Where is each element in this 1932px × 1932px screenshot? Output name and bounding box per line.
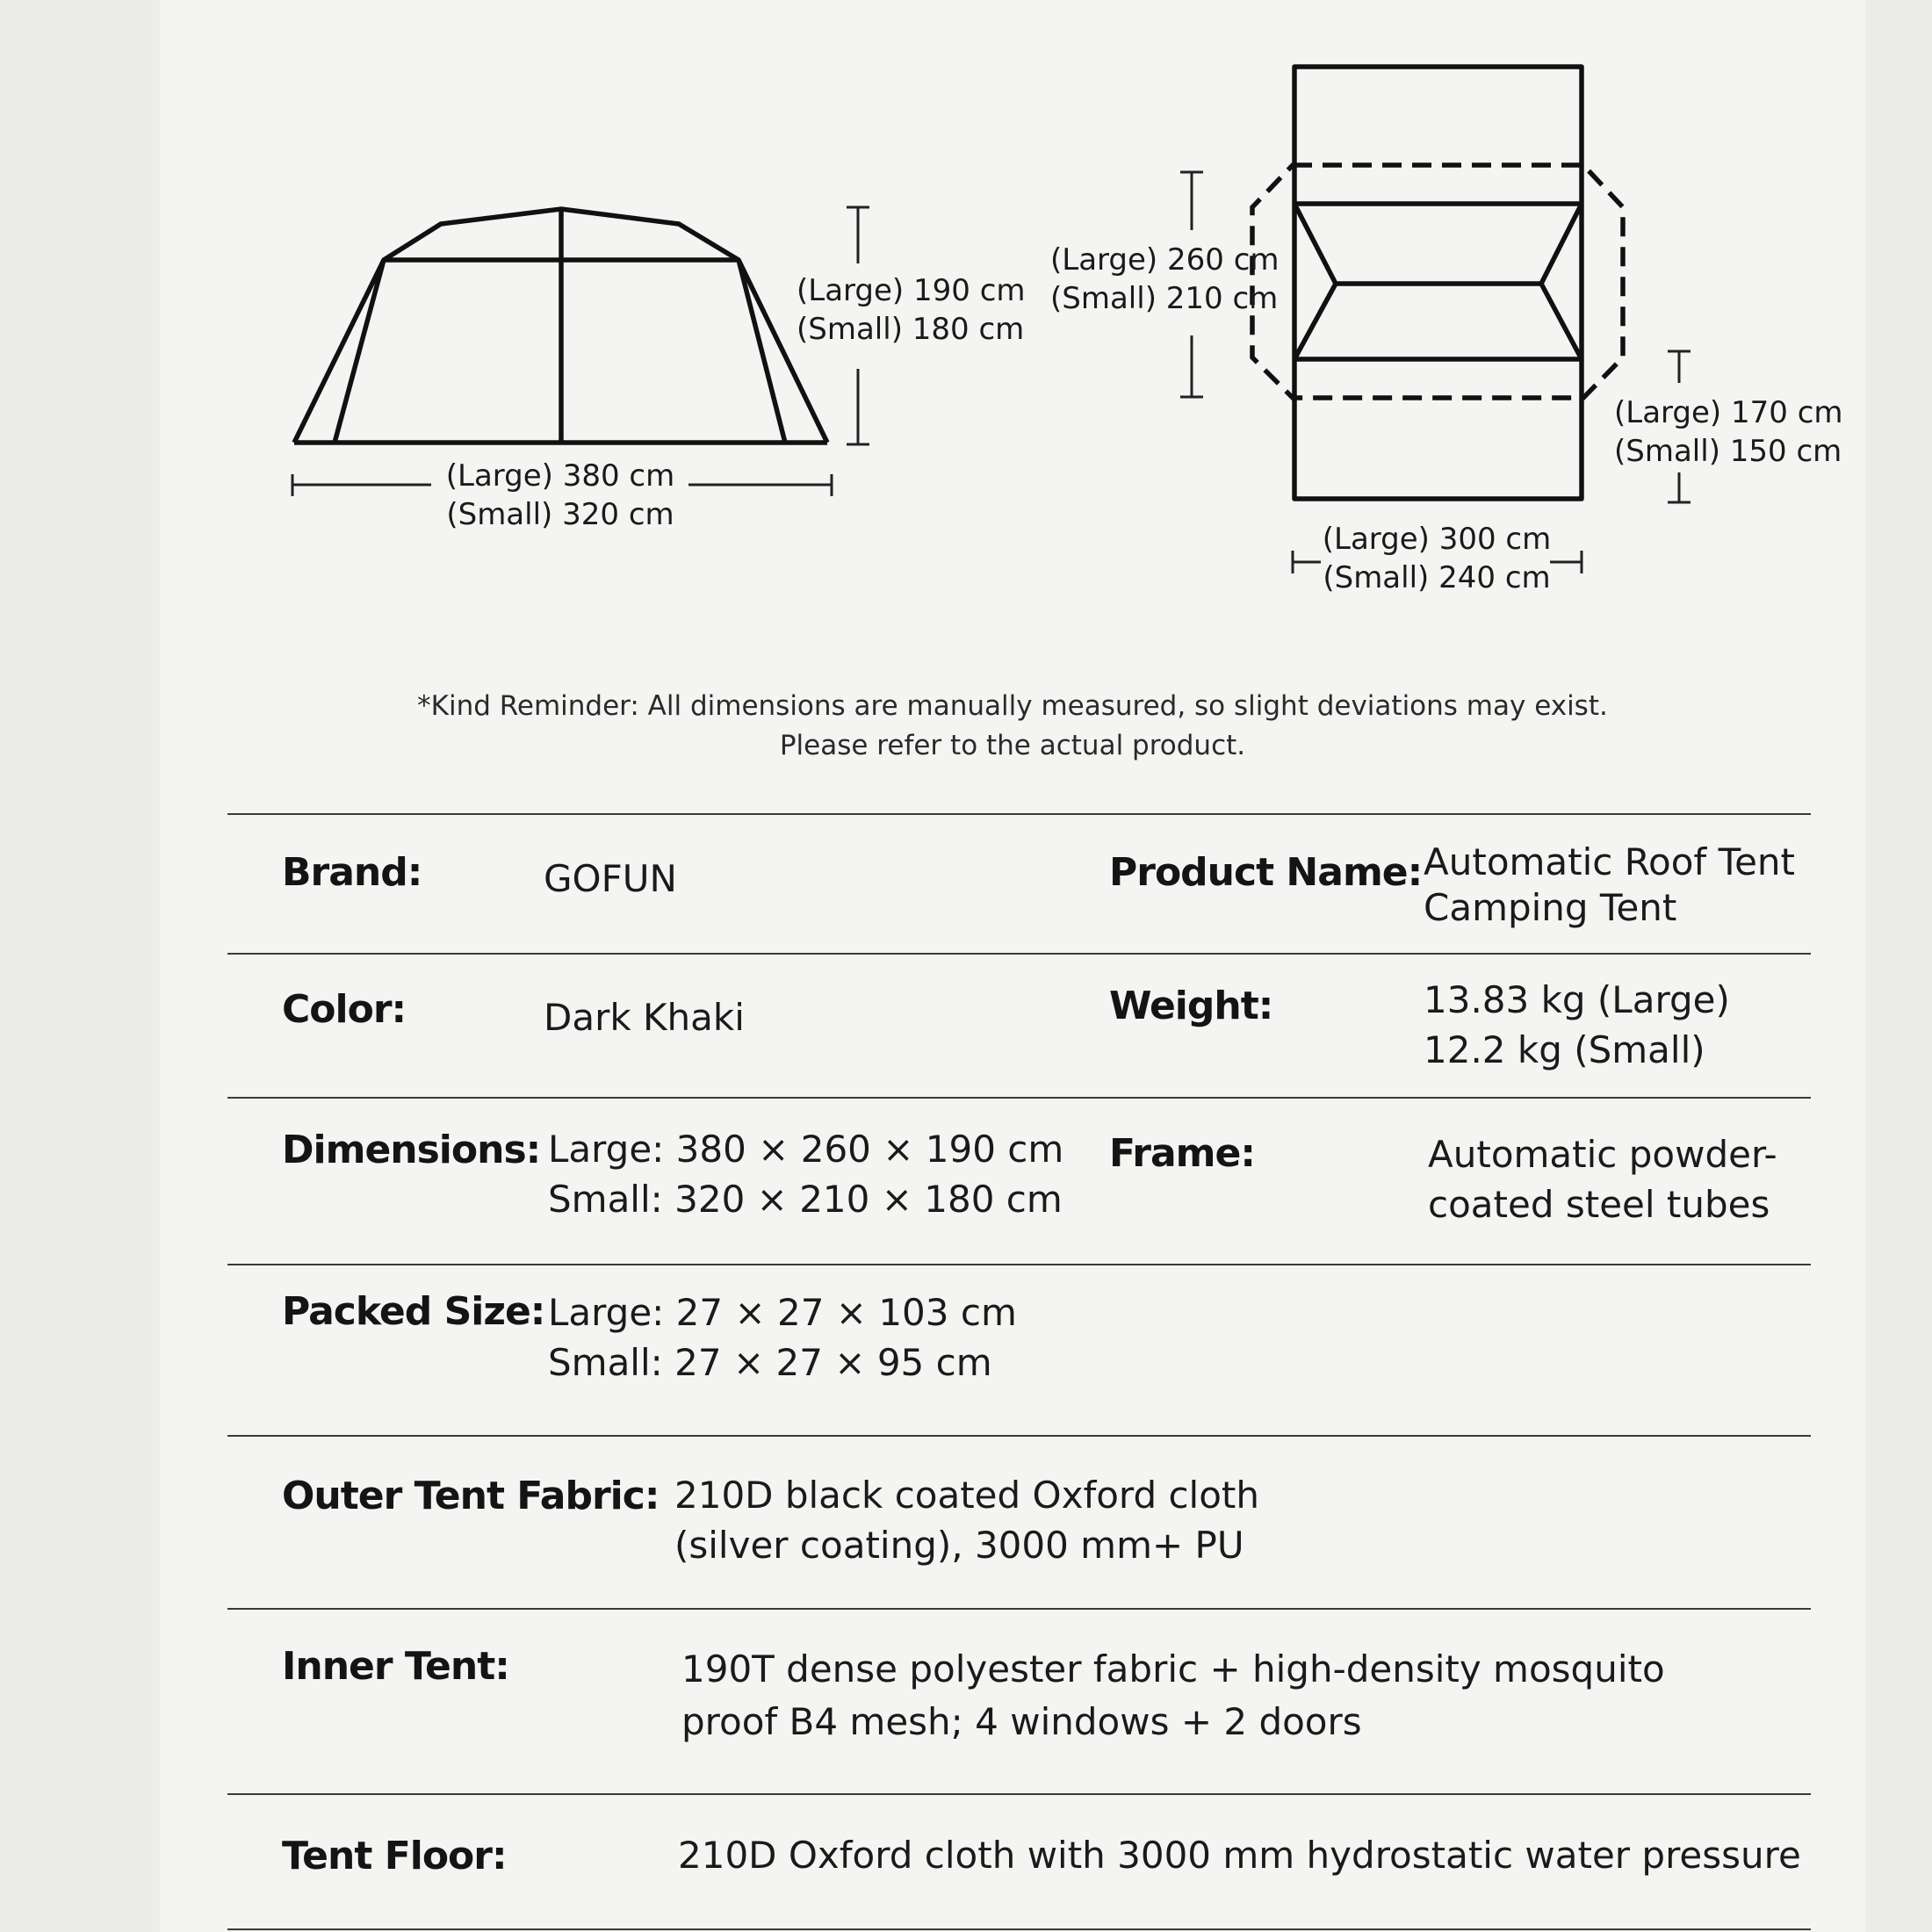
tent-floor-value: 210D Oxford cloth with 3000 mm hydrostatic water pressure: [678, 1834, 1801, 1877]
table-divider: [227, 953, 1811, 955]
color-value: Dark Khaki: [544, 996, 745, 1039]
dimensions-line: Small: 320 × 210 × 180 cm: [548, 1178, 1063, 1221]
tent-floor-label: Tent Floor:: [282, 1834, 507, 1878]
outer-tent-fabric-value: [674, 1470, 1259, 1570]
color-label: Color:: [282, 987, 407, 1032]
table-divider: [227, 1097, 1811, 1099]
tent-dimension-diagrams: [0, 0, 1932, 650]
product-name-label: Product Name:: [1109, 850, 1423, 895]
packed-size-value: [548, 1287, 1017, 1388]
packed-size-line: Large: 27 × 27 × 103 cm: [548, 1291, 1017, 1334]
weight-label: Weight:: [1109, 984, 1273, 1028]
brand-value: GOFUN: [544, 857, 677, 900]
frame-value: [1428, 1129, 1777, 1229]
top-width-large: (Large) 260 cm: [1050, 242, 1280, 278]
side-length-large: (Large) 380 cm: [445, 458, 675, 494]
product-name-line: Automatic Roof Tent: [1424, 840, 1796, 883]
table-divider: [227, 1608, 1811, 1610]
side-length-small: (Small) 320 cm: [446, 497, 674, 532]
weight-value: [1424, 975, 1730, 1075]
packed-size-label: Packed Size:: [282, 1289, 545, 1334]
product-name-value: [1424, 840, 1795, 931]
table-divider: [227, 1928, 1811, 1930]
weight-line: 12.2 kg (Small): [1424, 1028, 1705, 1071]
inner-tent-label: Inner Tent:: [282, 1644, 509, 1689]
table-divider: [227, 813, 1811, 815]
base-large: (Large) 300 cm: [1322, 522, 1552, 557]
annex-large: (Large) 170 cm: [1614, 395, 1843, 430]
product-name-line: Camping Tent: [1424, 886, 1677, 929]
side-height-large: (Large) 190 cm: [797, 273, 1026, 308]
base-small: (Small) 240 cm: [1323, 560, 1551, 595]
side-height-small: (Small) 180 cm: [797, 312, 1025, 347]
inner-tent-line: proof B4 mesh; 4 windows + 2 doors: [681, 1700, 1362, 1743]
reminder-line-1: *Kind Reminder: All dimensions are manually measured, so slight deviations may exist.: [417, 690, 1608, 722]
table-divider: [227, 1264, 1811, 1265]
top-view-diagram: [1294, 67, 1582, 499]
outer-tent-fabric-label: Outer Tent Fabric:: [282, 1474, 660, 1518]
table-divider: [227, 1793, 1811, 1795]
side-view-diagram: [294, 209, 827, 443]
outer-fabric-line: (silver coating), 3000 mm+ PU: [674, 1524, 1244, 1567]
top-width-small: (Small) 210 cm: [1050, 281, 1279, 316]
dimensions-value: [548, 1124, 1063, 1224]
annex-small: (Small) 150 cm: [1614, 434, 1842, 469]
dimensions-line: Large: 380 × 260 × 190 cm: [548, 1128, 1064, 1171]
brand-label: Brand:: [282, 850, 422, 895]
inner-tent-value: [681, 1643, 1665, 1748]
outer-fabric-line: 210D black coated Oxford cloth: [674, 1474, 1260, 1517]
table-divider: [227, 1435, 1811, 1437]
weight-line: 13.83 kg (Large): [1424, 978, 1730, 1021]
frame-label: Frame:: [1109, 1131, 1255, 1176]
frame-line: Automatic powder-: [1428, 1133, 1777, 1176]
reminder-line-2: Please refer to the actual product.: [779, 730, 1246, 761]
dimensions-label: Dimensions:: [282, 1128, 541, 1172]
inner-tent-line: 190T dense polyester fabric + high-density mosquito: [681, 1647, 1665, 1690]
frame-line: coated steel tubes: [1428, 1183, 1770, 1226]
packed-size-line: Small: 27 × 27 × 95 cm: [548, 1341, 992, 1384]
